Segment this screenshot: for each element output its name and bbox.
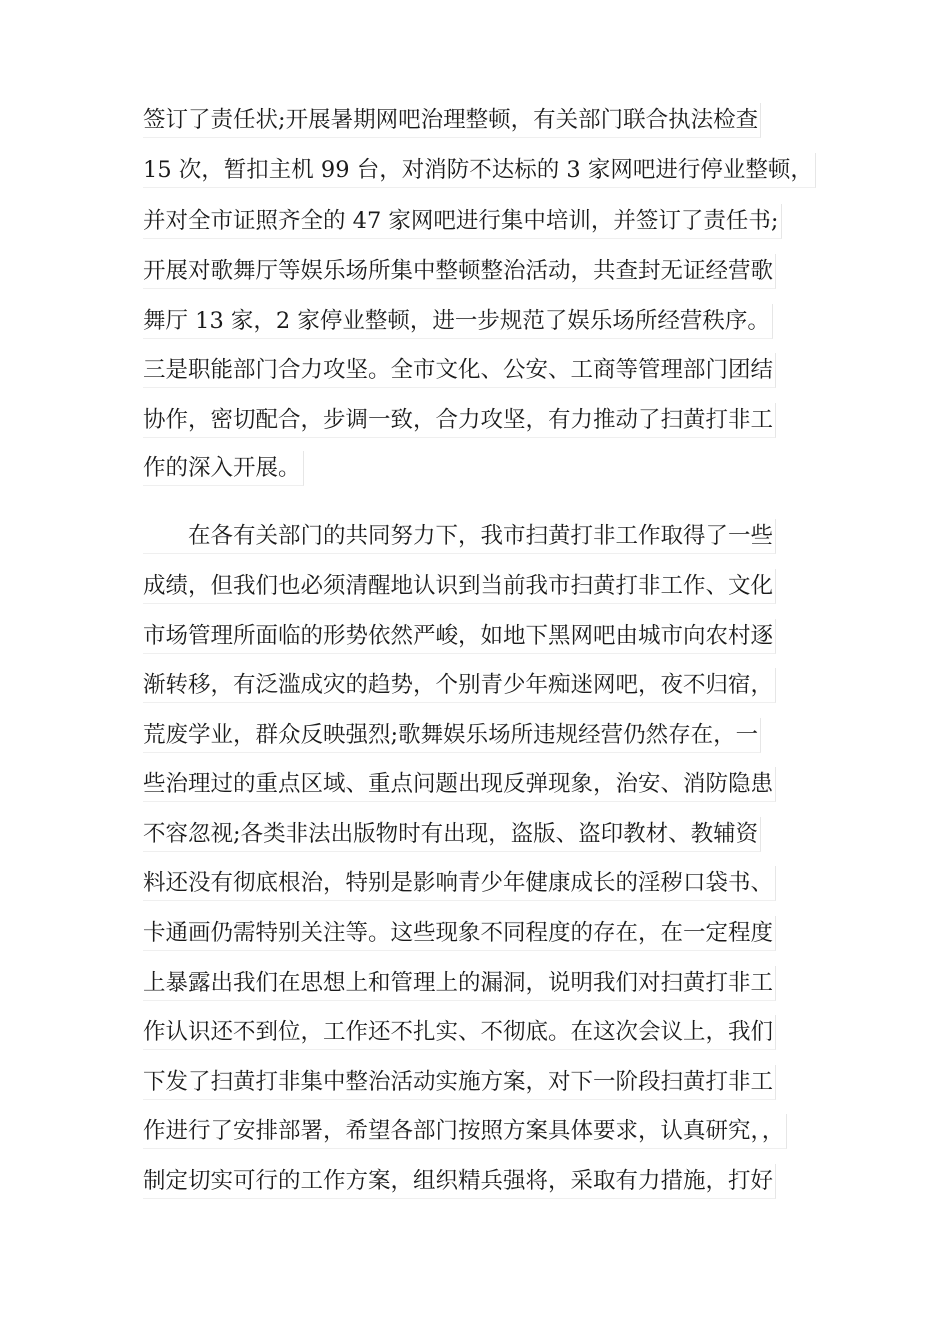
text-line: 下发了扫黄打非集中整治活动实施方案，对下一阶段扫黄打非工 [143,1065,776,1100]
text-line: 市场管理所面临的形势依然严峻，如地下黑网吧由城市向农村逐 [143,619,776,654]
text-line: 作认识还不到位，工作还不扎实、不彻底。在这次会议上，我们 [143,1015,776,1050]
text-line: 签订了责任状;开展暑期网吧治理整顿，有关部门联合执法检查 [143,103,761,138]
text-line: 卡通画仍需特别关注等。这些现象不同程度的存在，在一定程度 [143,916,776,951]
text-line: 渐转移，有泛滥成灾的趋势，个别青少年痴迷网吧，夜不归宿， [143,668,776,703]
text-line: 并对全市证照齐全的 47 家网吧进行集中培训，并签订了责任书; [143,204,782,239]
text-line: 荒废学业，群众反映强烈;歌舞娱乐场所违规经营仍然存在，一 [143,718,761,753]
text-line: 三是职能部门合力攻坚。全市文化、公安、工商等管理部门团结 [143,353,776,388]
text-line: 开展对歌舞厅等娱乐场所集中整顿整治活动，共查封无证经营歌 [143,254,776,289]
text-line: 成绩，但我们也必须清醒地认识到当前我市扫黄打非工作、文化 [143,569,776,604]
text-line: 在各有关部门的共同努力下，我市扫黄打非工作取得了一些 [143,519,776,554]
text-line: 15 次，暂扣主机 99 台，对消防不达标的 3 家网吧进行停业整顿， [143,153,816,188]
text-line: 上暴露出我们在思想上和管理上的漏洞，说明我们对扫黄打非工 [143,966,776,1001]
text-line: 些治理过的重点区域、重点问题出现反弹现象，治安、消防隐患 [143,767,776,802]
text-line: 作的深入开展。 [143,451,304,486]
text-line: 制定切实可行的工作方案，组织精兵强将，采取有力措施，打好 [143,1164,776,1199]
text-line: 不容忽视;各类非法出版物时有出现，盗版、盗印教材、教辅资 [143,817,761,852]
text-line: 料还没有彻底根治，特别是影响青少年健康成长的淫秽口袋书、 [143,866,776,901]
text-line: 协作，密切配合，步调一致，合力攻坚，有力推动了扫黄打非工 [143,403,776,438]
text-line: 作进行了安排部署，希望各部门按照方案具体要求，认真研究，， [143,1114,787,1149]
text-line: 舞厅 13 家，2 家停业整顿，进一步规范了娱乐场所经营秩序。 [143,304,773,339]
